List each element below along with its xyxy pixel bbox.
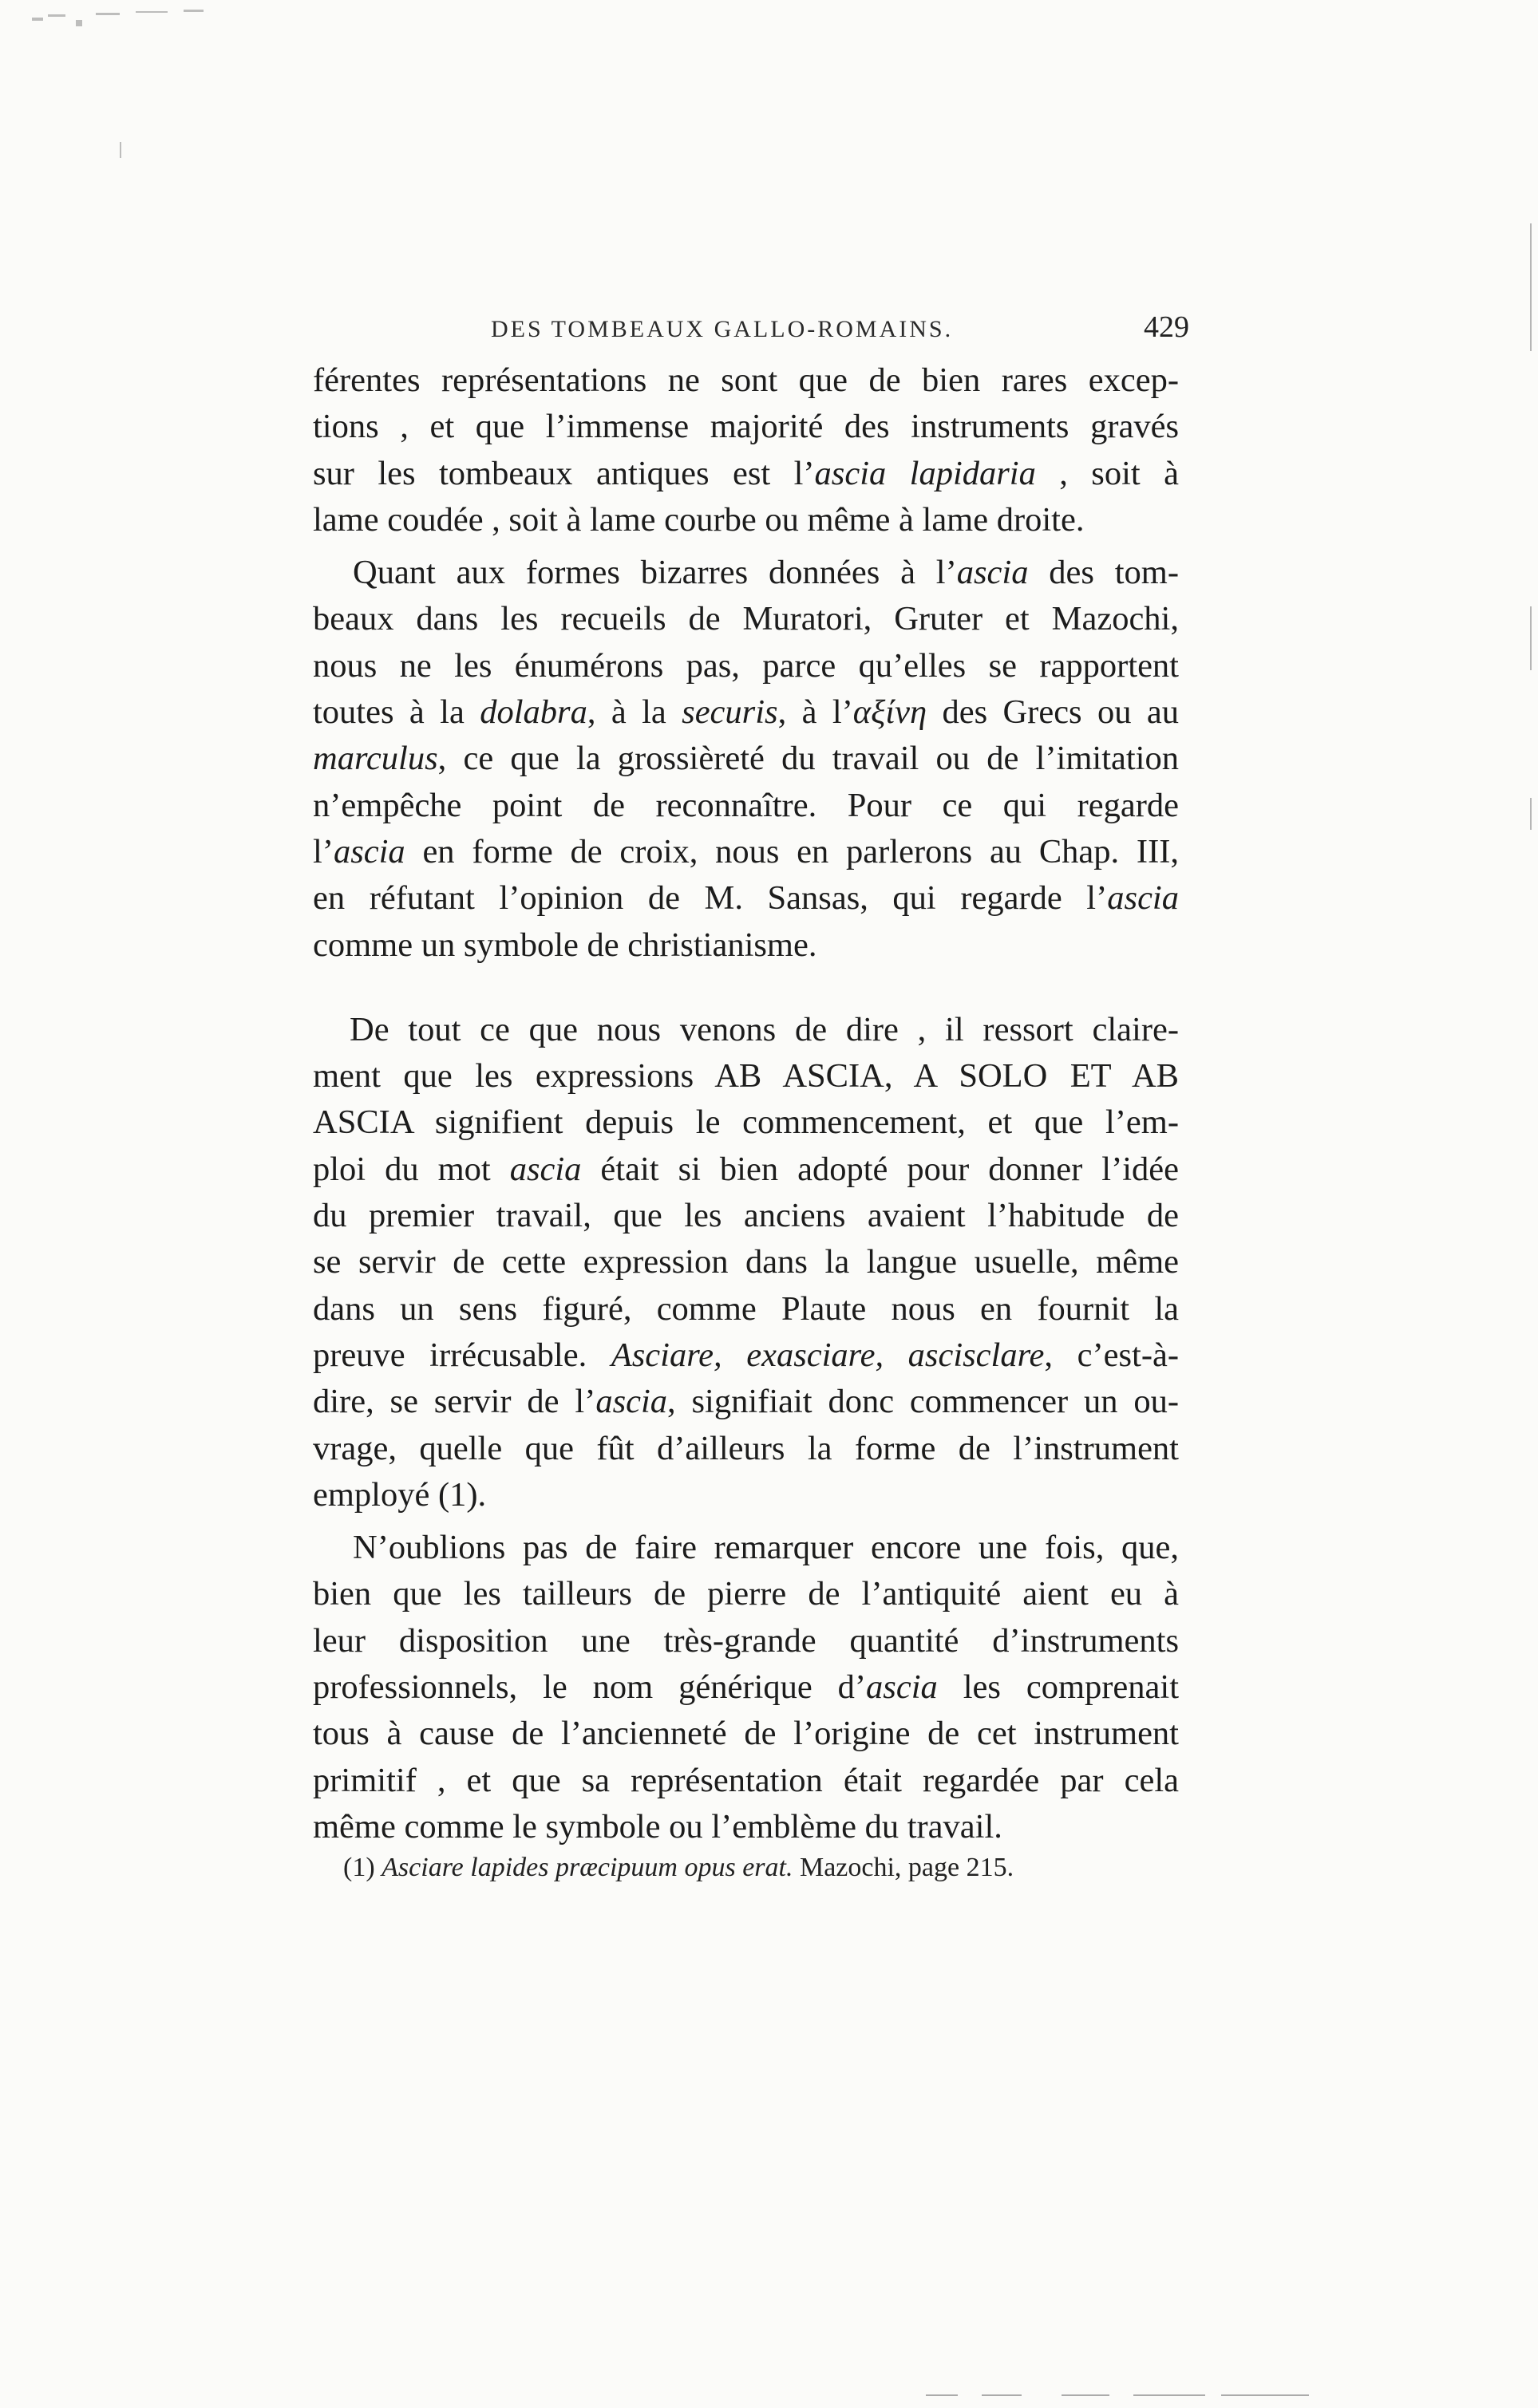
scan-speck	[96, 13, 120, 15]
scan-dash	[1133, 2394, 1205, 2396]
scan-speck	[120, 142, 121, 158]
scan-dash	[982, 2394, 1022, 2396]
footnote	[343, 1853, 1014, 1883]
text-line: se servir de cette expression dans la langue usuelle, même	[313, 1243, 1179, 1281]
text-line: Quant aux formes bizarres données à l’ascia des tom-	[353, 554, 1180, 592]
text-line: bien que les tailleurs de pierre de l’antiquité aient eu à	[313, 1575, 1179, 1613]
page-edge-mark	[1530, 606, 1532, 670]
footnote-source: Mazochi, page 215.	[793, 1853, 1014, 1882]
running-head: DES TOMBEAUX GALLO-ROMAINS.	[491, 316, 954, 342]
scan-dash	[1062, 2394, 1109, 2396]
text-line: toutes à la dolabra, à la securis, à l’αξίνη des Grecs ou au	[313, 693, 1179, 732]
text-line: ASCIA signifient depuis le commencement, et que l’em-	[313, 1103, 1179, 1142]
paragraph	[313, 1525, 1179, 1850]
text-line: tions , et que l’immense majorité des instruments gravés	[313, 408, 1179, 446]
scan-speck	[32, 18, 43, 21]
scan-speck	[48, 14, 65, 17]
text-line: vrage, quelle que fût d’ailleurs la forme de l’instrument	[313, 1429, 1179, 1467]
page-edge-mark	[1530, 798, 1532, 830]
text-line: comme un symbole de christianisme.	[313, 926, 817, 964]
text-line: sur les tombeaux antiques est l’ascia lapidaria , soit à	[313, 454, 1179, 492]
paragraph	[313, 550, 1179, 969]
text-line: l’ascia en forme de croix, nous en parlerons au Chap. III,	[313, 832, 1179, 870]
text-line: N’oublions pas de faire remarquer encore une fois, que,	[353, 1529, 1179, 1567]
text-line: primitif , et que sa représentation était regardée par cela	[313, 1761, 1179, 1799]
text-line: en réfutant l’opinion de M. Sansas, qui regarde l’ascia	[313, 879, 1179, 918]
text-line: du premier travail, que les anciens avaient l’habitude de	[313, 1197, 1179, 1235]
page-header	[311, 310, 1189, 357]
paragraph	[313, 1007, 1179, 1518]
body-text	[313, 357, 1179, 1850]
text-line: beaux dans les recueils de Muratori, Gruter et Mazochi,	[313, 600, 1179, 638]
scan-speck	[184, 10, 204, 12]
scan-speck	[76, 20, 82, 26]
text-line: dire, se servir de l’ascia, signifiait donc commencer un ou-	[313, 1383, 1179, 1421]
text-line: employé (1).	[313, 1475, 487, 1514]
text-line: ment que les expressions AB ASCIA, A SOLO ET AB	[313, 1057, 1179, 1095]
scan-speck	[136, 11, 168, 13]
page-edge-mark	[1530, 223, 1532, 351]
text-line: marculus, ce que la grossièreté du travail ou de l’imitation	[313, 740, 1179, 778]
text-line: férentes représentations ne sont que de bien rares excep-	[313, 361, 1179, 399]
scan-dash	[1221, 2394, 1309, 2396]
text-line: tous à cause de l’ancienneté de l’origine de cet instrument	[313, 1715, 1179, 1753]
text-line: ploi du mot ascia était si bien adopté pour donner l’idée	[313, 1150, 1180, 1188]
text-line: même comme le symbole ou l’emblème du travail.	[313, 1807, 1002, 1845]
text-line: n’empêche point de reconnaître. Pour ce qui regarde	[313, 786, 1179, 824]
page-number: 429	[1144, 310, 1189, 344]
text-line: nous ne les énumérons pas, parce qu’elles se rapportent	[313, 646, 1179, 685]
footnote-quote: Asciare lapides præcipuum opus erat.	[382, 1853, 793, 1882]
footnote-marker: (1)	[343, 1853, 375, 1882]
text-line: dans un sens figuré, comme Plaute nous en fournit la	[313, 1289, 1179, 1328]
text-line: professionnels, le nom générique d’ascia les comprenait	[313, 1668, 1179, 1707]
text-line: De tout ce que nous venons de dire , il ressort claire-	[350, 1010, 1179, 1048]
paragraph	[313, 357, 1179, 543]
scan-dash	[926, 2394, 958, 2396]
text-line: leur disposition une très-grande quantité d’instruments	[313, 1621, 1179, 1660]
text-line: preuve irrécusable. Asciare, exasciare, ascisclare, c’est-à-	[313, 1336, 1179, 1374]
text-line: lame coudée , soit à lame courbe ou même à lame droite.	[313, 500, 1085, 539]
